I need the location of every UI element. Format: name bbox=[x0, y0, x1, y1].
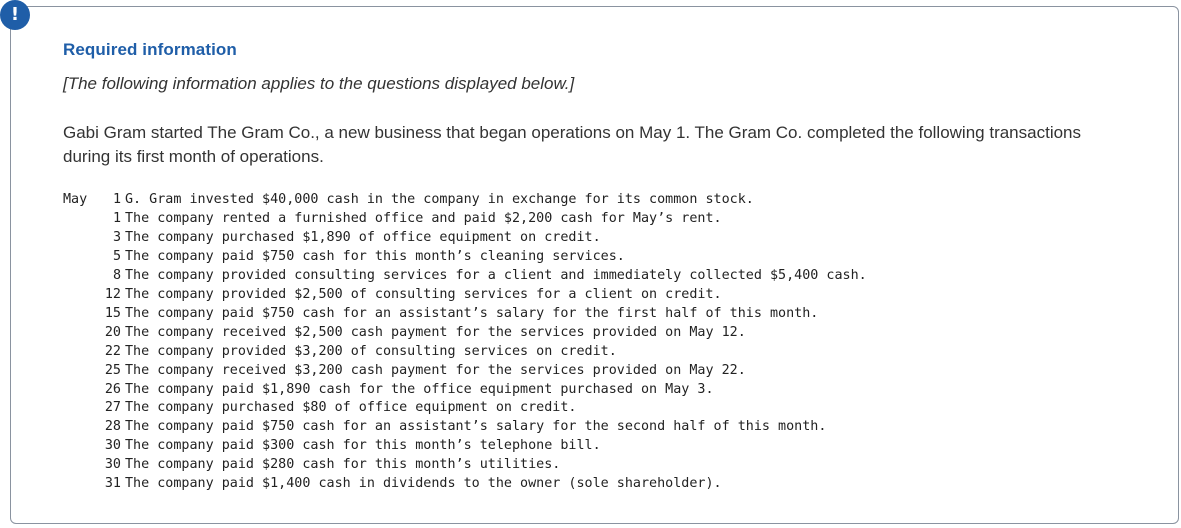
transaction-description: The company paid $750 cash for an assistant’s salary for the first half of this month. bbox=[125, 305, 819, 321]
transaction-month bbox=[63, 229, 99, 248]
transaction-row bbox=[63, 418, 867, 437]
transaction-month bbox=[63, 267, 99, 286]
transaction-row bbox=[63, 437, 867, 456]
transaction-row bbox=[63, 456, 867, 475]
transaction-row bbox=[63, 343, 867, 362]
transaction-day: 12 bbox=[104, 286, 121, 302]
transaction-description: The company paid $750 cash for an assistant’s salary for the second half of this month. bbox=[125, 419, 827, 435]
transaction-month bbox=[63, 381, 99, 400]
section-title: Required information bbox=[63, 40, 237, 59]
transaction-day: 1 bbox=[112, 192, 121, 207]
transaction-month bbox=[63, 362, 99, 381]
transaction-description: The company paid $750 cash for this month’s cleaning services. bbox=[125, 248, 625, 264]
transaction-description: The company rented a furnished office and paid $2,200 cash for May’s rent. bbox=[125, 210, 722, 226]
transaction-day: 1 bbox=[112, 210, 121, 226]
transaction-month bbox=[63, 418, 99, 437]
transaction-month bbox=[63, 324, 99, 343]
transaction-row bbox=[63, 248, 867, 267]
transaction-month bbox=[63, 475, 99, 494]
transaction-month bbox=[63, 248, 99, 267]
transaction-month bbox=[63, 437, 99, 456]
transaction-day: 8 bbox=[112, 267, 121, 283]
transaction-day: 15 bbox=[104, 305, 121, 321]
transaction-month bbox=[63, 343, 99, 362]
transaction-description: The company paid $280 cash for this month’s utilities. bbox=[125, 457, 561, 473]
transaction-row bbox=[63, 191, 867, 210]
transaction-day: 30 bbox=[104, 438, 121, 454]
transaction-row bbox=[63, 305, 867, 324]
transaction-day: 31 bbox=[104, 476, 121, 492]
transaction-day: 20 bbox=[104, 324, 121, 340]
transaction-month bbox=[63, 399, 99, 418]
transaction-month: May bbox=[63, 192, 88, 207]
transaction-month bbox=[63, 210, 99, 229]
transaction-day: 28 bbox=[104, 419, 121, 435]
transaction-day: 22 bbox=[104, 343, 121, 359]
transaction-description: The company purchased $80 of office equipment on credit. bbox=[125, 400, 577, 416]
transaction-month bbox=[63, 305, 99, 324]
transaction-day: 26 bbox=[104, 381, 121, 397]
transaction-row bbox=[63, 229, 867, 248]
transaction-row bbox=[63, 286, 867, 305]
transaction-description: The company paid $1,400 cash in dividends to the owner (sole shareholder). bbox=[125, 476, 722, 492]
transaction-description: G. Gram invested $40,000 cash in the company in exchange for its common stock. bbox=[125, 192, 754, 207]
transaction-row bbox=[63, 324, 867, 343]
alert-icon: ! bbox=[0, 0, 30, 30]
transaction-description: The company purchased $1,890 of office equipment on credit. bbox=[125, 229, 601, 245]
transaction-description: The company paid $1,890 cash for the office equipment purchased on May 3. bbox=[125, 381, 714, 397]
transaction-day: 25 bbox=[104, 362, 121, 378]
transaction-row bbox=[63, 210, 867, 229]
transaction-description: The company provided $3,200 of consulting services on credit. bbox=[125, 343, 617, 359]
scenario-intro: Gabi Gram started The Gram Co., a new business that began operations on May 1. The Gram Co. completed the following transactions during its first month of operations. bbox=[63, 123, 1081, 166]
transaction-day: 3 bbox=[112, 229, 121, 245]
transaction-row bbox=[63, 267, 867, 286]
transaction-row bbox=[63, 399, 867, 418]
transaction-month bbox=[63, 456, 99, 475]
transaction-description: The company paid $300 cash for this month’s telephone bill. bbox=[125, 438, 601, 454]
transactions-table bbox=[63, 191, 867, 494]
transaction-day: 27 bbox=[104, 400, 121, 416]
transaction-month bbox=[63, 286, 99, 305]
transaction-day: 30 bbox=[104, 457, 121, 473]
transaction-description: The company provided consulting services for a client and immediately collected $5,400 cash. bbox=[125, 267, 867, 283]
transaction-row bbox=[63, 381, 867, 400]
transaction-row bbox=[63, 475, 867, 494]
transaction-description: The company received $2,500 cash payment for the services provided on May 12. bbox=[125, 324, 746, 340]
instruction-note: [The following information applies to the questions displayed below.] bbox=[63, 74, 575, 93]
transaction-description: The company provided $2,500 of consulting services for a client on credit. bbox=[125, 286, 722, 302]
transaction-day: 5 bbox=[112, 248, 121, 264]
transaction-description: The company received $3,200 cash payment for the services provided on May 22. bbox=[125, 362, 746, 378]
transaction-row bbox=[63, 362, 867, 381]
